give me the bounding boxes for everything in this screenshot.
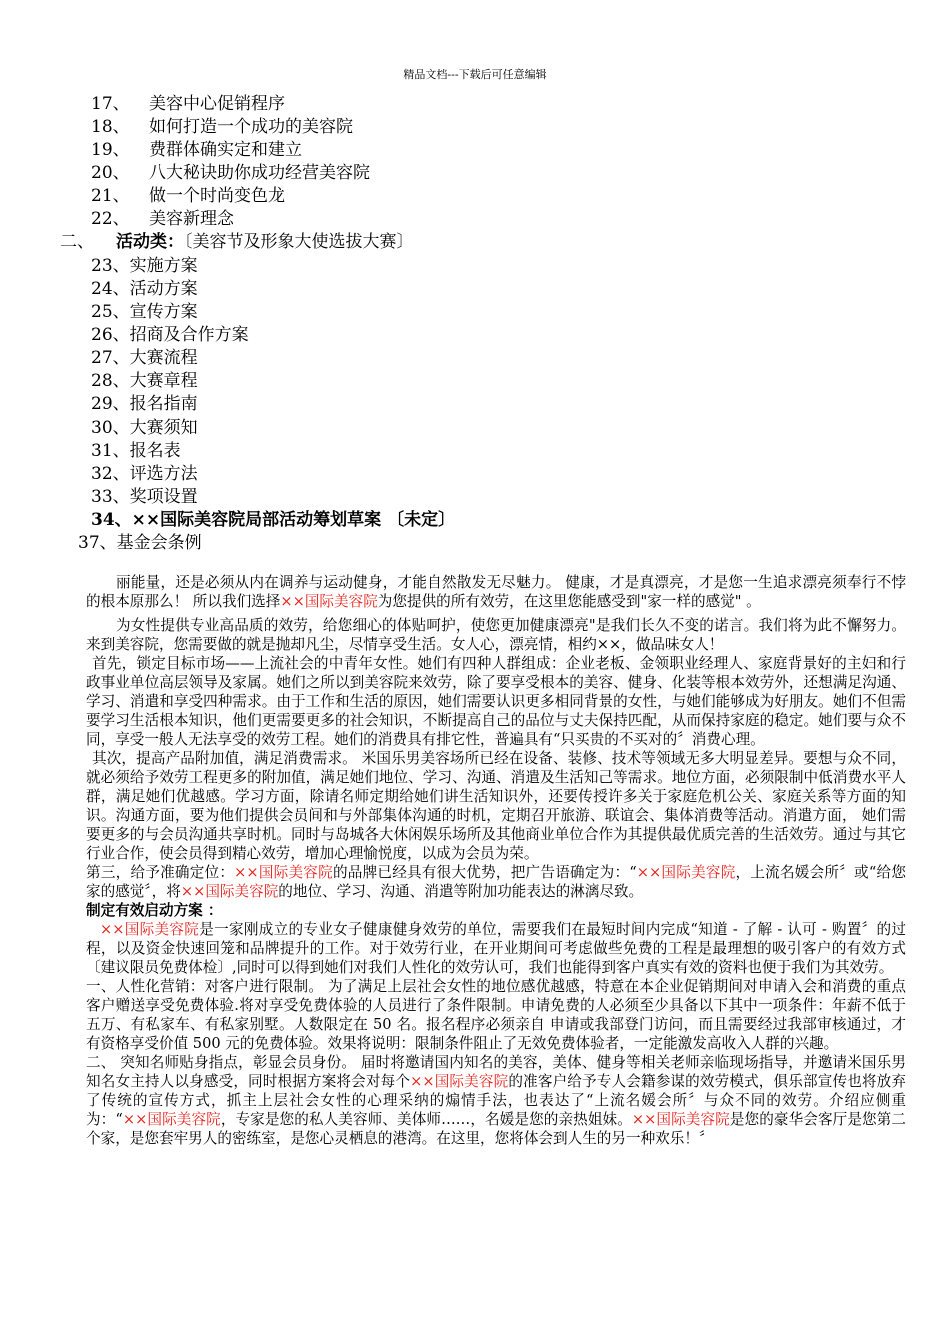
document-body — [86, 573, 906, 1148]
toc-item: 33、奖项设置 — [91, 487, 198, 507]
toc-item: 32、评选方法 — [91, 464, 198, 484]
paragraph: 首先，锁定目标市场——上流社会的中青年女性。她们有四种人群组成：企业老板、金领职业经理人、家庭背景好的主妇和行政事业单位高层领导及家属。她们之所以到美容院来效劳，除了要享受根本的美容、健身、化装等根本效劳外，还想满足沟通、学习、消遣和享受四种需求。由于工作和生活的原因，她们需要认识更多相同背景的女性，与她们能够成为好朋友。她们不但需要学习生活根本知识，他们更需要更多的社会知识，不断提高自己的品位与丈夫保持匹配，从而保持家庭的稳定。她们要与众不同，享受一般人无法享受的效劳工程。她们的消费具有排它性，普遍具有“只买贵的不买对的〞消费心理。 — [86, 655, 906, 748]
toc-item: 23、实施方案 — [91, 256, 198, 276]
toc-item: 21、 做一个时尚变色龙 — [91, 186, 285, 206]
brand-name: ××国际美容院 — [280, 593, 378, 610]
toc-item: 30、大赛须知 — [91, 418, 198, 438]
paragraph: 丽能量，还是必须从内在调养与运动健身，才能自然散发无尽魅力。 健康，才是真漂亮，才是您一生追求漂亮须奉行不悖的根本原那么！ 所以我们选择××国际美容院为您提供的所有效劳，在这里您能感受到"家一样的感觉" 。 — [86, 574, 906, 610]
toc-item: 26、招商及合作方案 — [91, 325, 249, 345]
toc-item: 28、大赛章程 — [91, 371, 198, 391]
section-heading: 二、 活动类：〔美容节及形象大使选拔大赛〕 — [60, 232, 414, 252]
toc-item: 29、报名指南 — [91, 394, 198, 414]
page-header: 精品文档---下载后可任意编辑 — [403, 68, 547, 81]
paragraph: 第三，给予准确定位：××国际美容院的品牌已经具有很大优势，把广告语确定为：“××国际美容院，上流名媛会所〞或“给您家的感觉〞，将××国际美容院的地位、学习、沟通、消遣等附加功能表达的淋漓尽致。 — [86, 864, 906, 900]
toc-item: 20、 八大秘诀助你成功经营美容院 — [91, 163, 370, 183]
toc-item: 17、 美容中心促销程序 — [91, 94, 285, 114]
toc-item: 37、基金会条例 — [78, 533, 202, 553]
paragraph: 其次，提高产品附加值，满足消费需求。 米国乐男美容场所已经在设备、装修、技术等领域无多大明显差异。要想与众不同，就必须给予效劳工程更多的附加值，满足她们地位、学习、沟通、消遣及生活知己等需求。地位方面，必须限制中低消费水平人群，满足她们优越感。学习方面，除请名师定期给她们讲生活知识外，还要传授许多关于家庭危机公关、家庭关系等方面的知识。沟通方面，要为他们提供会员间和与外部集体沟通的时机，定期召开旅游、联谊会、集体消费等活动。消遣方面， 她们需要更多的与会员沟通共享时机。同时与岛城各大休闲娱乐场所及其他商业单位合作为其提供最优质完善的生活效劳。通过与其它行业合作，使会员得到精心效劳，增加心理愉悦度，以成为会员为荣。 — [86, 750, 906, 862]
toc-item: 31、报名表 — [91, 441, 181, 461]
toc-item: 25、宣传方案 — [91, 302, 198, 322]
toc-item: 27、大赛流程 — [91, 348, 198, 368]
toc-item: 19、 费群体确实定和建立 — [91, 140, 302, 160]
section-title: 制定有效启动方案 ： — [86, 902, 223, 919]
toc-item-bold: 34、××国际美容院局部活动筹划草案 〔未定〕 — [91, 510, 456, 530]
toc-item: 22、 美容新理念 — [91, 209, 234, 229]
paragraph: ××国际美容院是一家刚成立的专业女子健康健身效劳的单位，需要我们在最短时间内完成“知道 - 了解 - 认可 - 购置〞的过程，以及资金快速回笼和品牌提升的工作。对于效劳行业，在开业期间可考虑做些免费的工程是最理想的吸引客户的有效方式〔建议限员免费体检〕,同时可以得到她们对我们人性化的效劳认可，我们也能得到客户真实有效的资料也便于我们为其效劳。 — [86, 921, 906, 976]
toc-item: 18、 如何打造一个成功的美容院 — [91, 117, 353, 137]
paragraph: 二、 突知名师贴身指点，彰显会员身份。 届时将邀请国内知名的美容，美体、健身等相关老师亲临现场指导，并邀请米国乐男知名女主持人以身感受，同时根据方案将会对每个××国际美容院的准客户给予专人会籍参谋的效劳模式，俱乐部宣传也将放弃了传统的宣传方式，抓主上层社会女性的心理采纳的煽情手法，也表达了“上流名媛会所〞与众不同的效劳。介绍应侧重为：“××国际美容院，专家是您的私人美容师、美体师……，名媛是您的亲热姐妹。××国际美容院是您的豪华会客厅是您第二个家，是您套牢男人的密练室，是您心灵栖息的港湾。在这里，您将体会到人生的另一种欢乐！〞 — [86, 1054, 906, 1147]
toc-item: 24、活动方案 — [91, 279, 198, 299]
paragraph: 为女性提供专业高品质的效劳，给您细心的体贴呵护，使您更加健康漂亮"是我们长久不变的诺言。我们将为此不懈努力。来到美容院，您需要做的就是抛却凡尘，尽情享受生活。女人心，漂亮情，相约××，做品味女人！ — [86, 617, 906, 653]
paragraph: 一、人性化营销：对客户进行限制。 为了满足上层社会女性的地位感优越感，特意在本企业促销期间对申请入会和消费的重点客户赠送享受免费体验.将对享受免费体验的人员进行了条件限制。申请免费的人必须至少具备以下其中一项条件：年薪不低于五万、有私家车、有私家别墅。人数限定在 50 名。报名程序必须亲自 申请或我部登门访问，而且需要经过我部审核通过，才有资格享受价值 500 元的免费体验。效果将说明：限制条件阻止了无效免费体验者，一定能激发高收入人群的兴趣。 — [86, 978, 906, 1052]
